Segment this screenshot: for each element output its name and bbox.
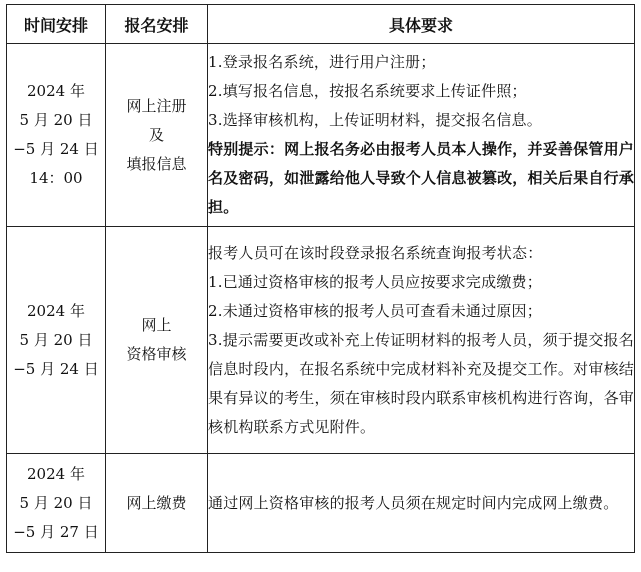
header-arrangement: 报名安排 [106, 5, 208, 44]
requirement-item: 3.提示需要更改或补充上传证明材料的报考人员，须于提交报名信息时段内，在报名系统中完成材料补充及提交工作。对审核结果有异议的考生，须在审核时段内联系审核机构进行咨询，各审核机构联系方式见附件。 [208, 330, 634, 436]
requirement-item: 1.已通过资格审核的报考人员应按要求完成缴费； [208, 272, 542, 291]
header-requirements: 具体要求 [208, 5, 635, 44]
schedule-table [6, 4, 635, 553]
requirement-item: 2.填写报名信息，按报名系统要求上传证件照； [208, 82, 527, 100]
arrangement-line: 网上 [141, 316, 172, 334]
requirements-cell [208, 44, 635, 227]
time-line: 5 月 20 日 [19, 493, 93, 512]
requirements-cell [208, 454, 635, 553]
table-row [7, 44, 635, 227]
special-notice: 特别提示：网上报名务必由报考人员本人操作，并妥善保管用户名及密码，如泄露给他人导致个人信息被篡改，相关后果自行承担。 [208, 140, 634, 216]
time-line: −5 月 27 日 [13, 522, 99, 541]
time-line: −5 月 24 日 [13, 140, 99, 158]
arrangement-line: 网上缴费 [126, 493, 187, 512]
requirements-cell [208, 227, 635, 454]
arrangement-cell [106, 44, 208, 227]
time-cell [7, 227, 106, 454]
time-line: 2024 年 [27, 82, 85, 100]
table-header-row [7, 5, 635, 44]
time-cell [7, 44, 106, 227]
table-row [7, 227, 635, 454]
time-line: 2024 年 [27, 301, 85, 320]
table-row [7, 454, 635, 553]
time-line: 2024 年 [27, 464, 85, 483]
requirement-item: 3.选择审核机构，上传证明材料，提交报名信息。 [208, 111, 542, 129]
requirement-item: 报考人员可在该时段登录报名系统查询报考状态： [208, 243, 543, 262]
arrangement-line: 及 [148, 125, 164, 144]
arrangement-line: 填报信息 [126, 154, 187, 173]
requirement-item: 通过网上资格审核的报考人员须在规定时间内完成网上缴费。 [208, 493, 619, 512]
time-line: 5 月 20 日 [19, 111, 93, 129]
arrangement-line: 网上注册 [126, 96, 187, 115]
requirement-item: 2.未通过资格审核的报考人员可查看未通过原因； [208, 301, 542, 320]
time-cell [7, 454, 106, 553]
requirement-item: 1.登录报名系统，进行用户注册； [208, 53, 436, 71]
arrangement-cell [106, 454, 208, 553]
time-line: 5 月 20 日 [19, 330, 93, 349]
arrangement-line: 资格审核 [126, 345, 187, 363]
arrangement-cell [106, 227, 208, 454]
time-line: 14：00 [29, 169, 83, 187]
time-line: −5 月 24 日 [13, 359, 99, 378]
header-time: 时间安排 [7, 5, 106, 44]
